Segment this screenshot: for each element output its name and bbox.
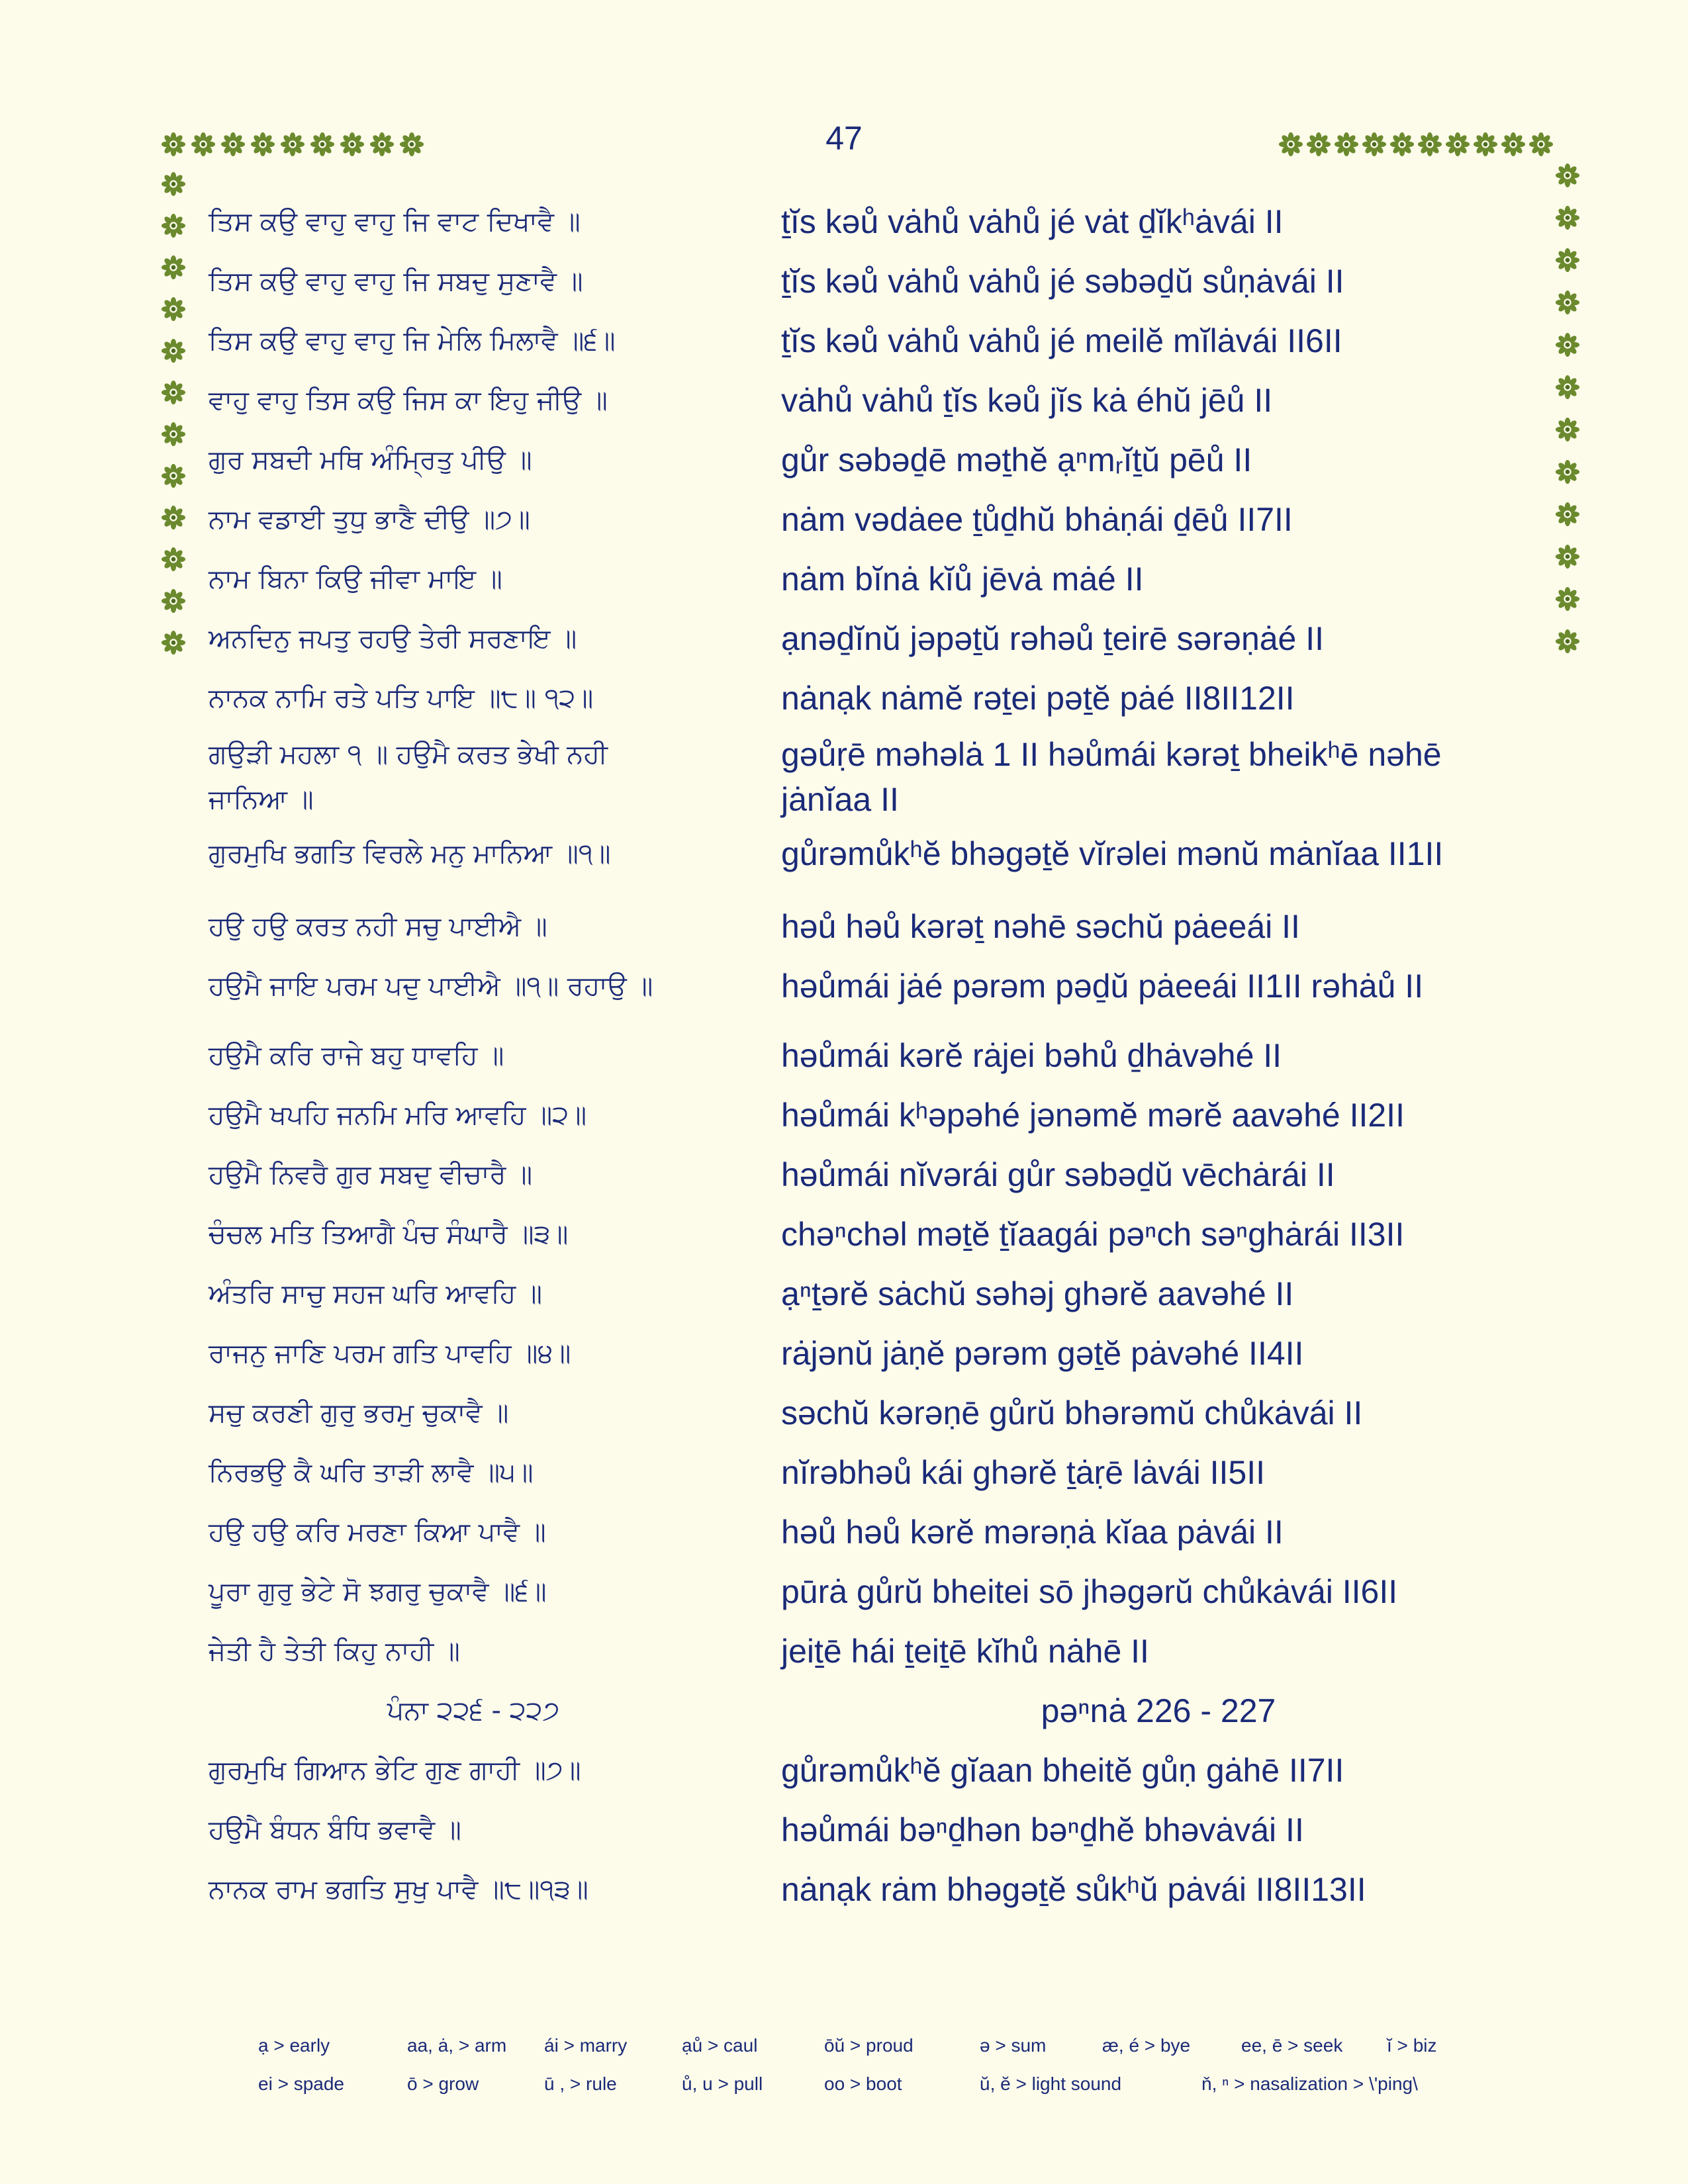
verse-line bbox=[0, 437, 1688, 497]
verse-line bbox=[0, 831, 1688, 891]
gurmukhi-text: ਨਾਮ ਵਡਾਈ ਤੁਧੁ ਭਾਣੈ ਦੀਉ ॥੭॥ bbox=[209, 504, 530, 535]
gurmukhi-text: ਤਿਸ ਕਉ ਵਾਹੁ ਵਾਹੁ ਜਿ ਮੇਲਿ ਮਿਲਾਵੈ ॥੬॥ bbox=[209, 326, 616, 356]
transliteration-text: rȧjənŭ jȧṇĕ pərəm gəṯĕ pȧvəhé II4II bbox=[781, 1335, 1304, 1372]
verse-line bbox=[0, 1331, 1688, 1390]
verse-line bbox=[0, 616, 1688, 676]
gurmukhi-text: ਪੂਰਾ ਗੁਰੁ ਭੇਟੇ ਸੋ ਝਗਰੁ ਚੁਕਾਵੈ ॥੬॥ bbox=[209, 1576, 547, 1607]
verse-line bbox=[0, 1033, 1688, 1093]
gurmukhi-text: ਤਿਸ ਕਉ ਵਾਹੁ ਵਾਹੁ ਜਿ ਵਾਟ ਦਿਖਾਵੈ ॥ bbox=[209, 206, 581, 237]
transliteration-text: həů həů kərĕ mərəṇȧ kĭaa pȧvái II bbox=[781, 1514, 1284, 1551]
gurmukhi-text: ਗਉੜੀ ਮਹਲਾ ੧ ॥ ਹਉਮੈ ਕਰਤ ਭੇਖੀ ਨਹੀ bbox=[209, 739, 608, 770]
legend-entry: ŭ, ĕ > light sound bbox=[980, 2073, 1122, 2094]
flower-ornament-icon bbox=[1501, 132, 1526, 157]
gurmukhi-text: ਗੁਰਮੁਖਿ ਗਿਆਨ ਭੇਟਿ ਗੁਣ ਗਾਹੀ ॥੭॥ bbox=[209, 1755, 581, 1786]
flower-ornament-icon bbox=[191, 132, 216, 157]
verse-line bbox=[0, 1450, 1688, 1510]
gurmukhi-text: ਸਚੁ ਕਰਣੀ ਗੁਰੁ ਭਰਮੁ ਚੁਕਾਵੈ ॥ bbox=[209, 1398, 509, 1428]
flower-ornament-icon bbox=[1473, 132, 1498, 157]
legend-entry: ĭ > biz bbox=[1387, 2035, 1437, 2056]
verse-line bbox=[0, 676, 1688, 735]
transliteration-text: gůrəmůkʰĕ gĭaan bheitĕ gůṇ gȧhē II7II bbox=[781, 1752, 1344, 1789]
transliteration-text: nȧnạk rȧm bhəgəṯĕ sůkʰŭ pȧvái II8II13II bbox=[781, 1871, 1366, 1908]
transliteration-text: nĭrəbhəů kái ghərĕ ṯȧṛē lȧvái II5II bbox=[781, 1454, 1266, 1491]
transliteration-text: chəⁿchəl məṯĕ ṯĭaagái pəⁿch səⁿghȧrái II3II bbox=[781, 1216, 1405, 1253]
verse-line bbox=[0, 1629, 1688, 1688]
gurmukhi-text: ਹਉ ਹਉ ਕਰਿ ਮਰਣਾ ਕਿਆ ਪਾਵੈ ॥ bbox=[209, 1517, 546, 1547]
gurmukhi-text: ਨਾਨਕ ਰਾਮ ਭਗਤਿ ਸੁਖੁ ਪਾਵੈ ॥੮॥੧੩॥ bbox=[209, 1874, 588, 1905]
transliteration-text: vȧhů vȧhů ṯĭs kəů jĭs kȧ éhŭ jēů II bbox=[781, 382, 1273, 419]
gurmukhi-text: ਗੁਰ ਸਬਦੀ ਮਥਿ ਅੰਮ੍ਰਿਤੁ ਪੀਉ ॥ bbox=[209, 445, 532, 475]
verse-line bbox=[0, 1510, 1688, 1569]
transliteration-text: ṯĭs kəů vȧhů vȧhů jé vȧt ḏĭkʰȧvái II bbox=[781, 203, 1284, 240]
transliteration-text: pəⁿnȧ 226 - 227 bbox=[1041, 1692, 1276, 1729]
transliteration-text: həůmái kərĕ rȧjei bəhů ḏhȧvəhé II bbox=[781, 1037, 1282, 1074]
transliteration-text: ṯĭs kəů vȧhů vȧhů jé meilĕ mĭlȧvái II6II bbox=[781, 322, 1342, 359]
transliteration-text: gəůṛē məhəlȧ 1 II həůmái kərəṯ bheikʰē nəhē bbox=[781, 736, 1442, 773]
gurmukhi-text: ਚੰਚਲ ਮਤਿ ਤਿਆਗੈ ਪੰਚ ਸੰਘਾਰੈ ॥੩॥ bbox=[209, 1219, 569, 1250]
gurmukhi-text: ਅਨਦਿਨੁ ਜਪਤੁ ਰਹਉ ਤੇਰੀ ਸਰਣਾਇ ॥ bbox=[209, 623, 577, 654]
gurmukhi-text: ਅੰਤਰਿ ਸਾਚੁ ਸਹਜ ਘਰਿ ਆਵਹਿ ॥ bbox=[209, 1279, 543, 1309]
flower-ornament-icon bbox=[340, 132, 365, 157]
gurmukhi-text: ਹਉ ਹਉ ਕਰਤ ਨਹੀ ਸਚੁ ਪਾਈਐ ॥ bbox=[209, 911, 547, 942]
legend-entry: ái > marry bbox=[544, 2035, 628, 2056]
verse-line bbox=[0, 1390, 1688, 1450]
gurmukhi-text: ਤਿਸ ਕਉ ਵਾਹੁ ਵਾਹੁ ਜਿ ਸਬਦੁ ਸੁਣਾਵੈ ॥ bbox=[209, 266, 583, 296]
legend-entry: ee, ē > seek bbox=[1241, 2035, 1343, 2056]
transliteration-text: səchŭ kərəṇē gůrŭ bhərəmŭ chůkȧvái II bbox=[781, 1394, 1363, 1432]
gurmukhi-text: ਹਉਮੈ ਨਿਵਰੈ ਗੁਰ ਸਬਦੁ ਵੀਚਾਰੈ ॥ bbox=[209, 1160, 533, 1190]
verse-line bbox=[0, 557, 1688, 616]
legend-entry: ei > spade bbox=[258, 2073, 344, 2094]
flower-ornament-icon bbox=[369, 132, 395, 157]
transliteration-text: ạⁿṯərĕ sȧchŭ səhəj ghərĕ aavəhé II bbox=[781, 1275, 1294, 1312]
verse-line bbox=[0, 199, 1688, 259]
gurmukhi-text: ਰਾਜਨੁ ਜਾਣਿ ਪਰਮ ਗਤਿ ਪਾਵਹਿ ॥੪॥ bbox=[209, 1338, 571, 1369]
gurmukhi-text: ਗੁਰਮੁਖਿ ਭਗਤਿ ਵਿਰਲੇ ਮਨੁ ਮਾਨਿਆ ॥੧॥ bbox=[209, 839, 611, 869]
gurmukhi-text: ਹਉਮੈ ਜਾਇ ਪਰਮ ਪਦੁ ਪਾਈਐ ॥੧॥ ਰਹਾਉ ॥ bbox=[209, 971, 653, 1001]
verse-line bbox=[0, 1748, 1688, 1807]
transliteration-text: nȧm bĭnȧ kĭů jēvȧ mȧé II bbox=[781, 561, 1144, 598]
gurmukhi-text: ਹਉਮੈ ਬੰਧਨ ਬੰਧਿ ਭਵਾਵੈ ॥ bbox=[209, 1815, 461, 1845]
transliteration-text: həů həů kərəṯ nəhē səchŭ pȧeeái II bbox=[781, 908, 1300, 945]
transliteration-text: nȧnạk nȧmĕ rəṯei pəṯĕ pȧé II8II12II bbox=[781, 680, 1295, 717]
verse-line bbox=[0, 964, 1688, 1023]
flower-ornament-icon bbox=[399, 132, 424, 157]
gurmukhi-text: ਪੰਨਾ ੨੨੬ - ੨੨੭ bbox=[387, 1696, 560, 1726]
legend-entry: aa, ȧ, > arm bbox=[407, 2035, 507, 2056]
legend-entry: ạ > early bbox=[258, 2035, 330, 2056]
flower-ornament-icon bbox=[1445, 132, 1470, 157]
transliteration-text: pūrȧ gůrŭ bheitei sō jhəgərŭ chůkȧvái II6II bbox=[781, 1573, 1398, 1610]
gurmukhi-text: ਵਾਹੁ ਵਾਹੁ ਤਿਸ ਕਉ ਜਿਸ ਕਾ ਇਹੁ ਜੀਉ ॥ bbox=[209, 385, 608, 416]
verse-line bbox=[0, 497, 1688, 557]
flower-ornament-icon bbox=[1278, 132, 1303, 157]
gurmukhi-text: ਨਾਮ ਬਿਨਾ ਕਿਉ ਜੀਵਾ ਮਾਇ ॥ bbox=[209, 564, 502, 594]
gurmukhi-text: ਨਾਨਕ ਨਾਮਿ ਰਤੇ ਪਤਿ ਪਾਇ ॥੮॥ ੧੨॥ bbox=[209, 683, 594, 713]
verse-line bbox=[0, 1807, 1688, 1867]
flower-ornament-icon bbox=[161, 171, 186, 197]
flower-ornament-icon bbox=[1334, 132, 1359, 157]
verse-line bbox=[0, 1688, 1688, 1748]
verse-line bbox=[0, 318, 1688, 378]
flower-ornament-icon bbox=[161, 132, 186, 157]
legend-entry: ōŭ > proud bbox=[824, 2035, 914, 2056]
flower-ornament-icon bbox=[220, 132, 246, 157]
verse-line bbox=[0, 259, 1688, 318]
legend-entry: ň, ⁿ > nasalization > \'ping\ bbox=[1201, 2073, 1418, 2094]
transliteration-text-cont: jȧnĭaa II bbox=[781, 781, 899, 818]
verse-line bbox=[0, 1212, 1688, 1271]
legend-entry: ạů > caul bbox=[682, 2035, 758, 2056]
transliteration-text: həůmái nĭvərái gůr səbəḏŭ vēchȧrái II bbox=[781, 1156, 1335, 1193]
flower-ornament-icon bbox=[1362, 132, 1387, 157]
transliteration-text: həůmái kʰəpəhé jənəmĕ mərĕ aavəhé II2II bbox=[781, 1097, 1405, 1134]
transliteration-text: həůmái bəⁿḏhən bəⁿḏhĕ bhəvȧvái II bbox=[781, 1811, 1304, 1848]
legend-entry: æ, é > bye bbox=[1102, 2035, 1191, 2056]
flower-ornament-icon bbox=[1389, 132, 1415, 157]
transliteration-text: həůmái jȧé pərəm pəḏŭ pȧeeái II1II rəhȧů II bbox=[781, 968, 1424, 1005]
flower-ornament-icon bbox=[1417, 132, 1442, 157]
verse-line bbox=[0, 1152, 1688, 1212]
legend-entry: ə > sum bbox=[980, 2035, 1047, 2056]
gurmukhi-text-cont: ਜਾਨਿਆ ॥ bbox=[209, 784, 314, 815]
verse-line bbox=[0, 904, 1688, 964]
flower-ornament-icon bbox=[1306, 132, 1331, 157]
legend-entry: ū , > rule bbox=[544, 2073, 617, 2094]
gurmukhi-text: ਹਉਮੈ ਖਪਹਿ ਜਨਮਿ ਮਰਿ ਆਵਹਿ ॥੨॥ bbox=[209, 1100, 587, 1130]
transliteration-text: gůr səbəḏē məṯhĕ ạⁿmᵣĭṯŭ pēů II bbox=[781, 441, 1252, 478]
gurmukhi-text: ਜੇਤੀ ਹੈ ਤੇਤੀ ਕਿਹੁ ਨਾਹੀ ॥ bbox=[209, 1636, 460, 1666]
transliteration-text: ạnəḏĭnŭ jəpəṯŭ rəhəů ṯeirē sərəṇȧé II bbox=[781, 620, 1325, 657]
verse-line bbox=[0, 1569, 1688, 1629]
legend-entry: ō > grow bbox=[407, 2073, 479, 2094]
gurmukhi-text: ਨਿਰਭਉ ਕੈ ਘਰਿ ਤਾੜੀ ਲਾਵੈ ॥੫॥ bbox=[209, 1457, 534, 1488]
verse-line bbox=[0, 1093, 1688, 1152]
flower-ornament-icon bbox=[280, 132, 305, 157]
flower-ornament-icon bbox=[310, 132, 335, 157]
legend-entry: ů, u > pull bbox=[682, 2073, 763, 2094]
flower-ornament-icon bbox=[250, 132, 275, 157]
page-number: 47 bbox=[825, 120, 863, 157]
legend-entry: oo > boot bbox=[824, 2073, 902, 2094]
verse-line bbox=[0, 378, 1688, 437]
transliteration-text: jeiṯē hái ṯeiṯē kĭhů nȧhē II bbox=[781, 1633, 1149, 1670]
transliteration-text: ṯĭs kəů vȧhů vȧhů jé səbəḏŭ sůṇȧvái II bbox=[781, 263, 1344, 300]
verse-line bbox=[0, 732, 1688, 818]
verse-line bbox=[0, 1271, 1688, 1331]
gurmukhi-text: ਹਉਮੈ ਕਰਿ ਰਾਜੇ ਬਹੁ ਧਾਵਹਿ ॥ bbox=[209, 1040, 504, 1071]
flower-ornament-icon bbox=[1555, 163, 1580, 188]
transliteration-text: nȧm vədȧee ṯůḏhŭ bhȧṇái ḏēů II7II bbox=[781, 501, 1293, 538]
verse-line bbox=[0, 1867, 1688, 1927]
flower-ornament-icon bbox=[1528, 132, 1554, 157]
transliteration-text: gůrəmůkʰĕ bhəgəṯĕ vĭrəlei mənŭ mȧnĭaa II1II bbox=[781, 835, 1444, 872]
